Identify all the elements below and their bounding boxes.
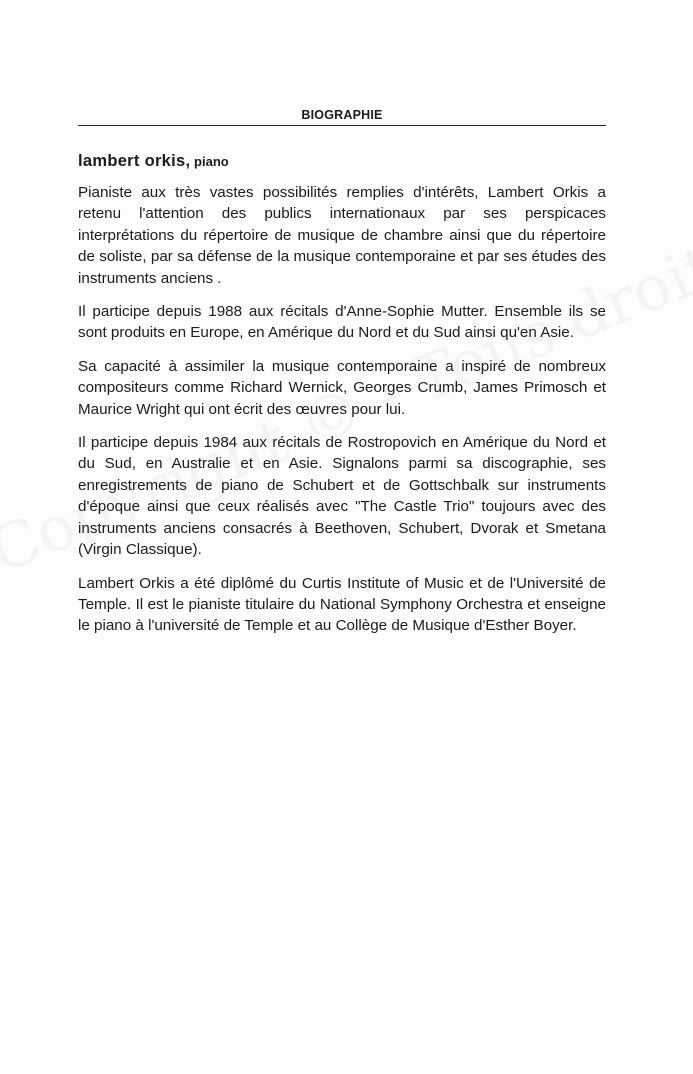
section-title: BIOGRAPHIE: [301, 108, 383, 122]
bio-paragraph-2: Il participe depuis 1988 aux récitals d'Anne-Sophie Mutter. Ensemble ils se sont produits en Europe, en Amérique du Nord et du Sud ainsi qu'en Asie.: [78, 303, 606, 342]
bio-paragraph-3: Sa capacité à assimiler la musique contemporaine a inspiré de nombreux compositeurs comme Richard Wernick, Georges Crumb, James Primosch et Maurice Wright qui ont écrit des œuvres pour lui.: [78, 357, 606, 418]
artist-heading: [78, 150, 606, 172]
biography-content: [78, 150, 606, 649]
bio-paragraph-5: Lambert Orkis a été diplômé du Curtis Institute of Music et de l'Université de Temple. Il est le pianiste titulaire du National Symphony Orchestra et enseigne le piano à l'université de Temple et au Collège de Musique d'Esther Boyer.: [78, 574, 606, 635]
section-header: [78, 107, 606, 126]
bio-paragraph-1: Pianiste aux très vastes possibilités remplies d'intérêts, Lambert Orkis a retenu l'attention des publics internationaux par ses perspicaces interprétations du répertoire de musique de chambre ainsi que du répertoire de soliste, par sa défense de la musique contemporaine et par ses études des instruments anciens .: [78, 184, 606, 287]
bio-paragraph-4: Il participe depuis 1984 aux récitals de Rostropovich en Amérique du Nord et du Sud, en Australie et en Asie. Signalons parmi sa discographie, ses enregistrements de piano de Schubert et de Gottschbalk sur instruments d'époque ainsi que ceux réalisés avec "The Castle Trio" toujours avec des instruments anciens consacrés à Beethoven, Schubert, Dvorak et Smetana (Virgin Classique).: [78, 434, 606, 559]
artist-instrument: piano: [190, 154, 229, 169]
artist-name: lambert orkis,: [78, 152, 191, 170]
